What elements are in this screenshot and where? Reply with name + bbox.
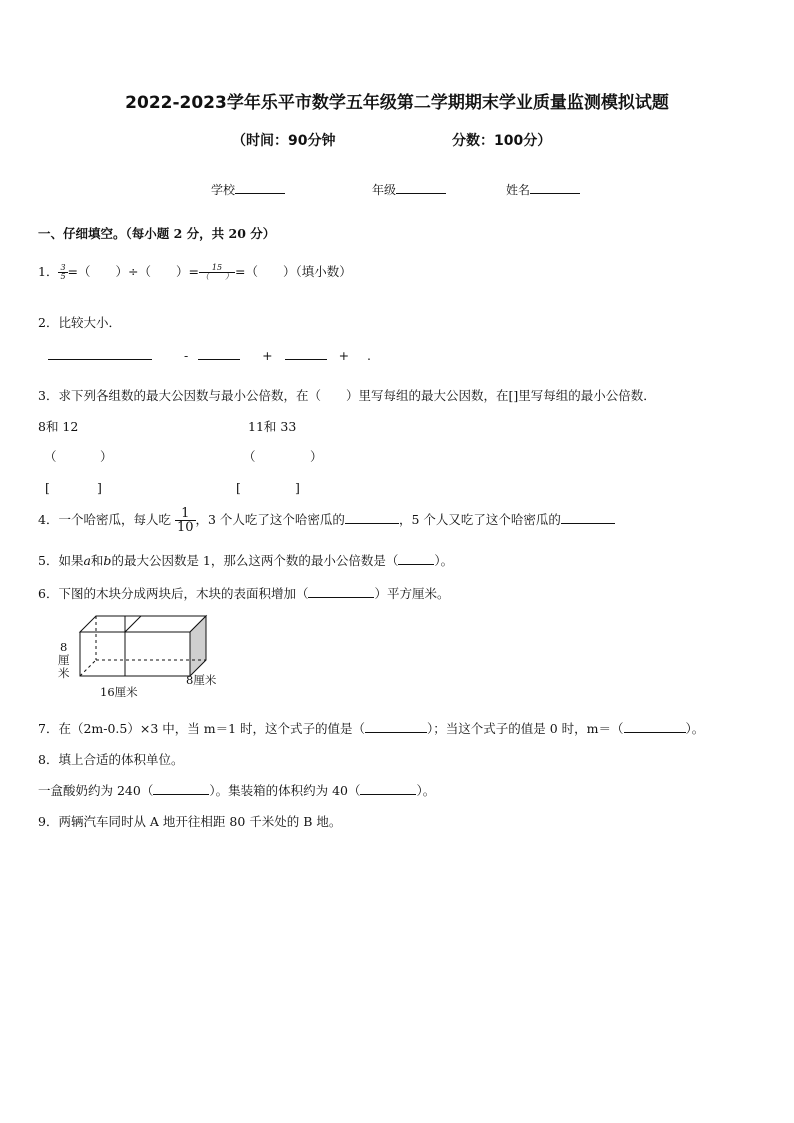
q3-group-a: 8和 12 bbox=[38, 419, 79, 434]
fraction-3-5: $\frac{3}{5}$ bbox=[60, 263, 66, 281]
q8-line bbox=[38, 781, 435, 799]
question-9: 9．两辆汽车同时从 A 地开往相距 80 千米处的 B 地。 bbox=[38, 814, 342, 829]
question-2: 2．比较大小． bbox=[38, 315, 121, 330]
question-6 bbox=[38, 584, 449, 602]
q3-gcd-b-close: ） bbox=[310, 449, 323, 464]
name-field bbox=[506, 181, 580, 198]
minus-sign: - bbox=[183, 348, 189, 363]
height-label-8: 8 bbox=[60, 640, 68, 654]
question-number: 1． bbox=[38, 264, 59, 279]
fraction-1-10: $\frac{1}{10}$ bbox=[176, 506, 194, 535]
q6-end: ）平方厘米。 bbox=[374, 586, 450, 601]
name-label: 姓名 bbox=[506, 183, 531, 197]
page-title: 2022-2023学年乐平市数学五年级第二学期期末学业质量监测模拟试题 bbox=[125, 93, 669, 113]
school-label: 学校 bbox=[211, 183, 236, 197]
question-8: 8．填上合适的体积单位。 bbox=[38, 752, 184, 767]
width-label: 16厘米 bbox=[100, 685, 138, 699]
q5-and: 和 bbox=[90, 553, 104, 568]
q6-text: 6．下图的木块分成两块后，木块的表面积增加（ bbox=[38, 586, 309, 601]
q1-blanks: =（ ）÷（ ）= bbox=[67, 264, 199, 279]
q8-text-1: 一盒酸奶约为 240（ bbox=[38, 783, 154, 798]
q3-lcm-a-close: ] bbox=[97, 480, 102, 495]
q4-text-3: ，5 个人又吃了这个哈密瓜的 bbox=[398, 512, 561, 527]
height-label-unit-1: 厘 bbox=[58, 653, 70, 667]
fraction-15: $\frac{15}{( )}$ bbox=[200, 263, 233, 281]
q8-text-2: ）。集装箱的体积约为 40（ bbox=[209, 783, 361, 798]
cut-line-edge bbox=[125, 616, 141, 632]
question-1 bbox=[38, 262, 352, 281]
q3-lcm-b-open: [ bbox=[236, 480, 241, 495]
q3-gcd-b-open: （ bbox=[243, 449, 256, 464]
period: . bbox=[367, 348, 372, 363]
q4-text-2: ，3 个人吃了这个哈密瓜的 bbox=[195, 512, 345, 527]
q8-text-3: ）。 bbox=[416, 783, 436, 798]
q3-lcm-b-close: ] bbox=[295, 480, 300, 495]
plus-sign: + bbox=[262, 348, 273, 363]
q3-lcm-a-open: [ bbox=[45, 480, 50, 495]
q5-text-3: ）。 bbox=[434, 553, 454, 568]
plus-sign: + bbox=[338, 348, 350, 363]
question-4 bbox=[38, 507, 615, 534]
q7-text-1: 7．在（2m-0.5）×3 中，当 m＝1 时，这个式子的值是（ bbox=[38, 721, 366, 736]
grade-label: 年级 bbox=[372, 183, 397, 197]
q1-decimal: =（ ）（填小数） bbox=[234, 264, 352, 279]
hidden-edge-diagonal bbox=[80, 660, 96, 676]
depth-label: 8厘米 bbox=[186, 673, 217, 687]
q3-group-b: 11和 33 bbox=[248, 419, 297, 434]
section-heading: 一、仔细填空。（每小题 2 分，共 20 分） bbox=[38, 226, 276, 241]
question-3: 3．求下列各组数的最大公因数与最小公倍数，在（ ）里写每组的最大公因数，在[]里写每组的最小公倍数． bbox=[38, 388, 656, 403]
exam-score: 分数：100分） bbox=[452, 133, 552, 149]
q3-gcd-a-close: ） bbox=[100, 449, 113, 464]
q3-gcd-a-open: （ bbox=[44, 449, 57, 464]
variable-a: a bbox=[83, 553, 91, 568]
exam-time: （时间：90分钟 bbox=[232, 133, 336, 149]
school-field bbox=[211, 181, 285, 198]
q5-text-1: 5．如果 bbox=[38, 553, 84, 568]
q7-text-2: ）；当这个式子的值是 0 时，m＝（ bbox=[427, 721, 624, 736]
q4-text-1: 4．一个哈密瓜，每人吃 bbox=[38, 512, 171, 527]
block-top-face bbox=[80, 616, 206, 632]
height-label-unit-2: 米 bbox=[58, 666, 70, 680]
question-5 bbox=[38, 551, 453, 569]
q7-text-3: ）。 bbox=[685, 721, 705, 736]
variable-b: b bbox=[103, 553, 112, 568]
q5-text-2: 的最大公因数是 1，那么这两个数的最小公倍数是（ bbox=[111, 553, 399, 568]
grade-field bbox=[372, 181, 446, 198]
block-side-face bbox=[190, 616, 206, 676]
q2-comparison-row bbox=[48, 347, 371, 363]
question-7 bbox=[38, 719, 704, 737]
wood-block-figure bbox=[50, 610, 230, 702]
